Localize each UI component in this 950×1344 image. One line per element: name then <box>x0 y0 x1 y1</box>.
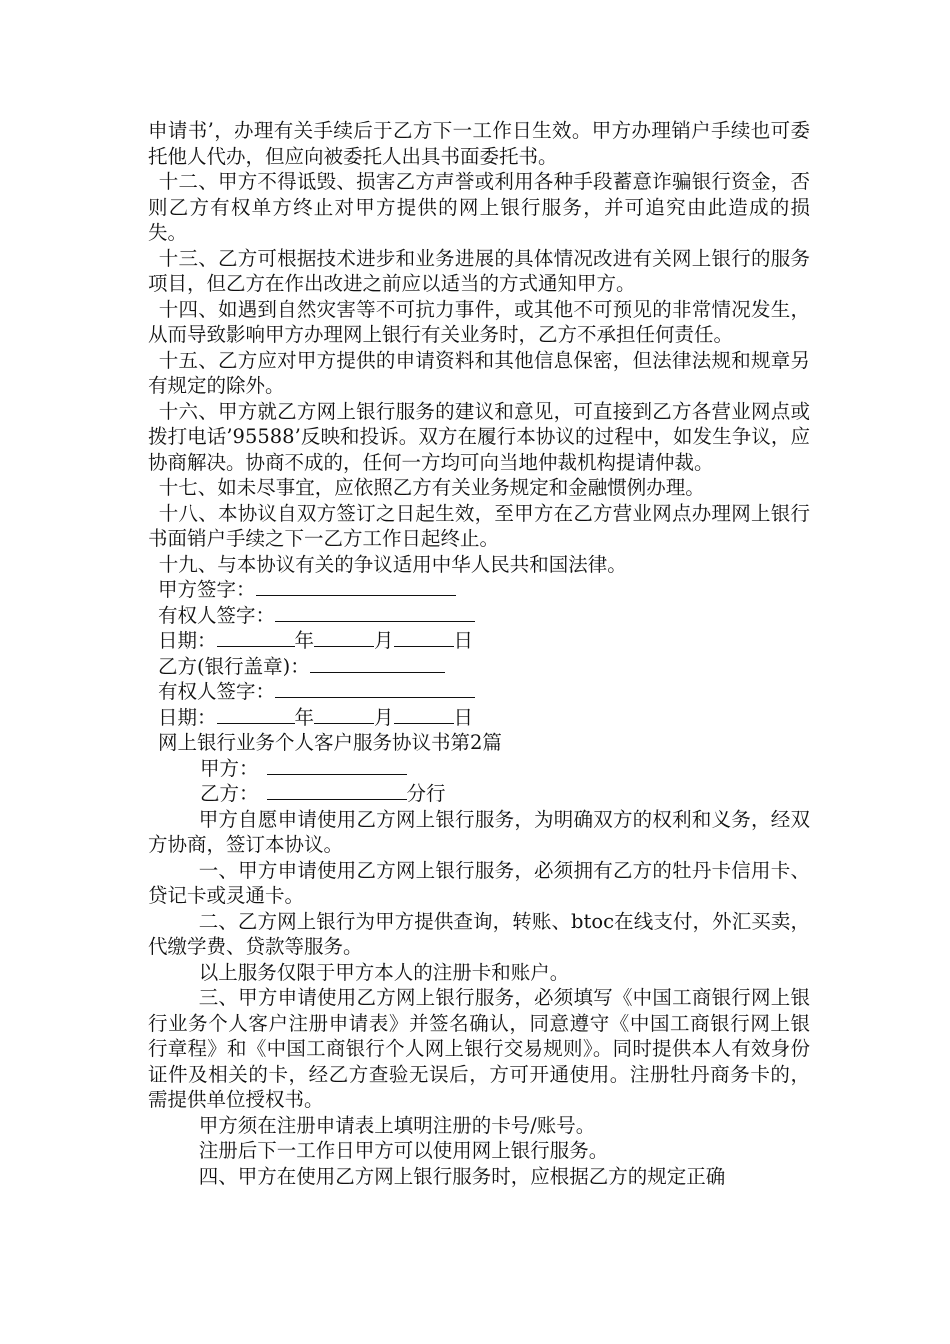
clause-17: 十七、如未尽事宜，应依照乙方有关业务规定和金融惯例办理。 <box>158 476 705 499</box>
section-2-clause-3-note-b: 注册后下一工作日甲方可以使用网上银行服务。 <box>198 1139 609 1162</box>
authorized-sign-blank-2 <box>275 679 475 698</box>
year-blank-2 <box>217 705 295 724</box>
day-label-1: 日 <box>453 629 474 652</box>
party-b-seal-label: 乙方(银行盖章)： <box>158 654 310 678</box>
document-body <box>148 118 810 1189</box>
party-b-seal-line <box>148 654 810 680</box>
date-line-2 <box>148 705 810 731</box>
party-a-signature-line <box>148 577 810 603</box>
clause-13: 十三、乙方可根据技术进步和业务进展的具体情况改进有关网上银行的服务项目，但乙方在作出改进之前应以适当的方式通知甲方。 <box>148 246 810 295</box>
section-2-clause-4: 四、甲方在使用乙方网上银行服务时，应根据乙方的规定正确 <box>198 1164 726 1188</box>
clause-19: 十九、与本协议有关的争议适用中华人民共和国法律。 <box>158 552 627 576</box>
party-b-line <box>148 781 810 807</box>
year-blank-1 <box>217 628 295 647</box>
clause-18: 十八、本协议自双方签订之日起生效，至甲方在乙方营业网点办理网上银行书面销户手续之下一乙方工作日起终止。 <box>148 501 810 550</box>
party-a-sign-label: 甲方签字： <box>158 578 256 601</box>
date-label-2: 日期： <box>158 705 217 729</box>
party-b-seal-blank <box>310 654 445 673</box>
day-label-2: 日 <box>453 705 474 729</box>
day-blank-1 <box>394 628 454 647</box>
month-label-1: 月 <box>374 629 394 652</box>
date-line-1 <box>148 628 810 654</box>
paragraph-continued: 申请书’，办理有关手续后于乙方下一工作日生效。甲方办理销户手续也可委托他人代办，但应向被委托人出具书面委托书。 <box>148 119 810 168</box>
date-label-1: 日期： <box>158 629 217 652</box>
clause-15: 十五、乙方应对甲方提供的申请资料和其他信息保密，但法律法规和规章另有规定的除外。 <box>148 348 810 397</box>
authorized-sign-label-1: 有权人签字： <box>158 603 276 627</box>
clause-16: 十六、甲方就乙方网上银行服务的建议和意见，可直接到乙方各营业网点或拨打电话’95588’反映和投诉。双方在履行本协议的过程中，如发生争议，应协商解决。协商不成的，任何一方均可向当地仲裁机构提请仲裁。 <box>148 399 810 474</box>
day-blank-2 <box>394 705 454 724</box>
party-a-line <box>148 756 810 782</box>
section-2-clause-3: 三、甲方申请使用乙方网上银行服务，必须填写《中国工商银行网上银行业务个人客户注册申请表》并签名确认，同意遵守《中国工商银行网上银行章程》和《中国工商银行个人网上银行交易规则》。同时提供本人有效身份证件及相关的卡，经乙方查验无误后，方可开通使用。注册牡丹商务卡的，需提供单位授权书。 <box>148 986 810 1111</box>
section-2-clause-2-note: 以上服务仅限于甲方本人的注册卡和账户。 <box>198 960 570 984</box>
authorized-sign-blank-1 <box>275 603 475 622</box>
section-2-clause-3-note-a: 甲方须在注册申请表上填明注册的卡号/账号。 <box>198 1113 596 1137</box>
year-label-1: 年 <box>294 629 315 652</box>
party-a-label: 甲方： <box>200 756 259 780</box>
month-blank-1 <box>314 628 374 647</box>
party-b-suffix: 分行 <box>406 782 446 805</box>
authorized-signature-line-2 <box>148 679 810 705</box>
party-b-blank <box>267 781 407 800</box>
party-a-sign-blank <box>256 577 456 596</box>
section-2-title: 网上银行业务个人客户服务协议书第2篇 <box>158 731 502 754</box>
clause-14: 十四、如遇到自然灾害等不可抗力事件，或其他不可预见的非常情况发生，从而导致影响甲方办理网上银行有关业务时，乙方不承担任何责任。 <box>148 297 810 346</box>
month-blank-2 <box>314 705 374 724</box>
year-label-2: 年 <box>294 705 315 729</box>
section-2-intro: 甲方自愿申请使用乙方网上银行服务，为明确双方的权利和义务，经双方协商，签订本协议。 <box>148 807 810 856</box>
authorized-sign-label-2: 有权人签字： <box>158 680 276 703</box>
authorized-signature-line-1 <box>148 603 810 629</box>
clause-12: 十二、甲方不得诋毁、损害乙方声誉或利用各种手段蓄意诈骗银行资金，否则乙方有权单方终止对甲方提供的网上银行服务，并可追究由此造成的损失。 <box>148 170 810 244</box>
section-2-clause-1: 一、甲方申请使用乙方网上银行服务，必须拥有乙方的牡丹卡信用卡、贷记卡或灵通卡。 <box>148 858 810 907</box>
party-a-blank <box>267 756 407 775</box>
party-b-label: 乙方： <box>200 782 259 805</box>
section-2-clause-2: 二、乙方网上银行为甲方提供查询，转账、btoc在线支付，外汇买卖，代缴学费、贷款等服务。 <box>148 909 810 958</box>
month-label-2: 月 <box>374 705 394 729</box>
